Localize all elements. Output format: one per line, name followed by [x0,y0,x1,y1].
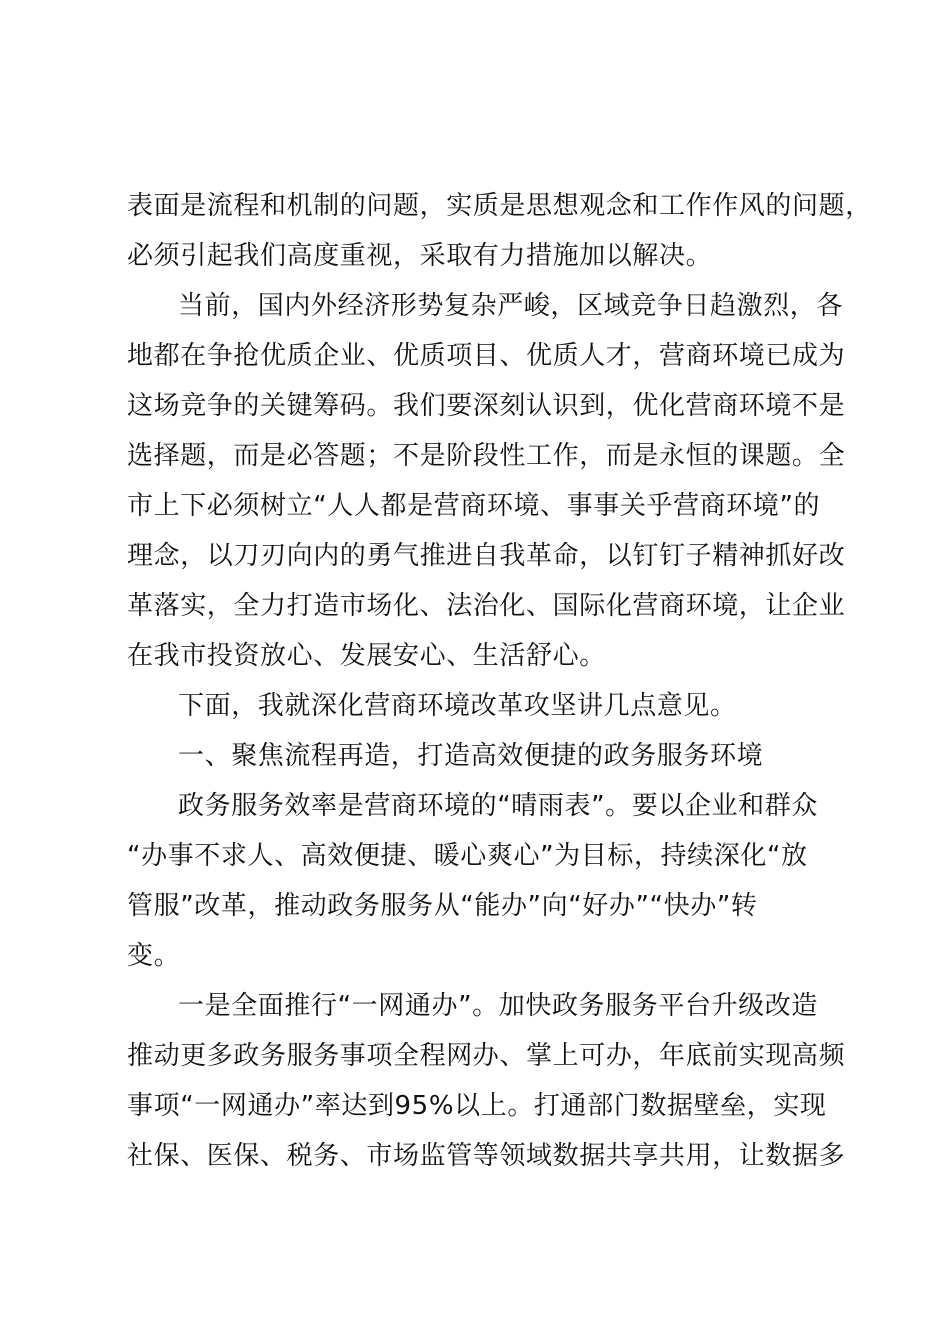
paragraph-line: 革落实，全力打造市场化、法治化、国际化营商环境，让企业 [127,591,846,621]
section-heading: 一、聚焦流程再造，打造高效便捷的政务服务环境 [178,741,764,771]
paragraph-line: 选择题，而是必答题；不是阶段性工作，而是永恒的课题。全 [127,441,846,471]
paragraph-line: 一是全面推行“一网通办”。加快政务服务平台升级改造 [178,991,818,1021]
paragraph-line: 理念，以刀刃向内的勇气推进自我革命，以钉钉子精神抓好改 [127,541,846,571]
paragraph-line: 变。 [127,941,181,971]
paragraph-line: 下面，我就深化营商环境改革攻坚讲几点意见。 [178,691,737,721]
paragraph-line: 必须引起我们高度重视，采取有力措施加以解决。 [127,241,713,271]
paragraph-line: 市上下必须树立“人人都是营商环境、事事关乎营商环境”的 [127,491,821,521]
paragraph-line: 这场竞争的关键筹码。我们要深刻认识到，优化营商环境不是 [127,391,846,421]
paragraph-line: 在我市投资放心、发展安心、生活舒心。 [127,641,606,671]
paragraph-line: 地都在争抢优质企业、优质项目、优质人才，营商环境已成为 [127,341,846,371]
paragraph-line: 表面是流程和机制的问题，实质是思想观念和工作作风的问题， [127,191,872,221]
paragraph-line: 事项“一网通办”率达到95%以上。打通部门数据壁垒，实现 [127,1091,827,1121]
paragraph-line: 当前，国内外经济形势复杂严峻，区域竞争日趋激烈，各 [178,291,844,321]
paragraph-line: 政务服务效率是营商环境的“晴雨表”。要以企业和群众 [178,791,818,821]
paragraph-line: 推动更多政务服务事项全程网办、掌上可办，年底前实现高频 [127,1041,846,1071]
paragraph-line: “办事不求人、高效便捷、暖心爽心”为目标，持续深化“放 [127,841,808,871]
paragraph-line: 社保、医保、税务、市场监管等领域数据共享共用，让数据多 [127,1141,846,1171]
paragraph-line: 管服”改革，推动政务服务从“能办”向“好办”“快办”转 [127,891,758,921]
